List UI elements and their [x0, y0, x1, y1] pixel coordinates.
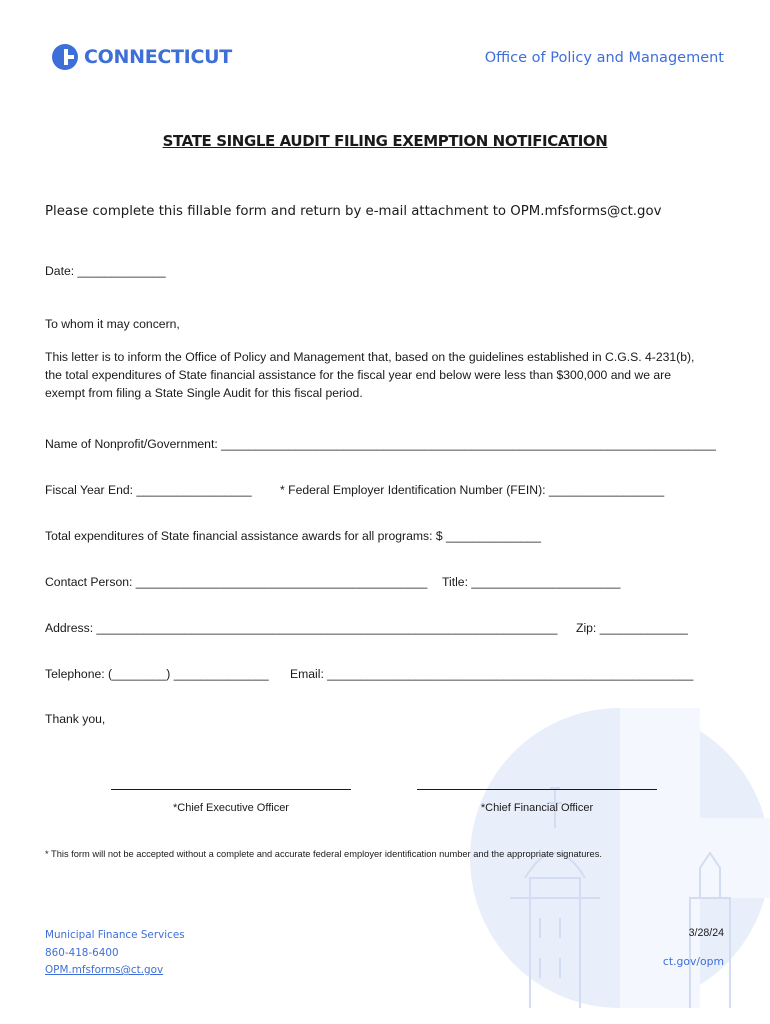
thank-you: Thank you,: [45, 712, 106, 726]
footer-email-link[interactable]: OPM.mfsforms@ct.gov: [45, 964, 164, 976]
body-line: the total expenditures of State financial assistance for the fiscal year end below were less than $300,000 and we are: [45, 368, 672, 382]
fiscal-year-end-field[interactable]: Fiscal Year End: _________________: [45, 483, 252, 497]
footer-department: Municipal Finance Services: [45, 929, 185, 941]
email-field[interactable]: Email: ______________________________________________________: [290, 667, 694, 681]
footer-url-link[interactable]: ct.gov/opm: [662, 955, 724, 968]
zip-field[interactable]: Zip: _____________: [576, 621, 688, 635]
footer-phone: 860-418-6400: [45, 946, 119, 959]
ct-logo-icon: [52, 44, 78, 70]
form-title: STATE SINGLE AUDIT FILING EXEMPTION NOTIFICATION: [162, 132, 608, 150]
nonprofit-name-field[interactable]: Name of Nonprofit/Government: _________________________________________________________________________: [45, 437, 716, 451]
footnote: * This form will not be accepted without a complete and accurate federal employer identification number and the appropriate signatures.: [45, 849, 602, 859]
logo-text: CONNECTICUT: [84, 46, 232, 68]
office-name: Office of Policy and Management: [484, 50, 724, 66]
ceo-signature-line[interactable]: [111, 789, 351, 790]
connecticut-logo: [52, 44, 232, 70]
greeting: To whom it may concern,: [45, 317, 180, 331]
footer-contact: [45, 927, 185, 980]
fein-field[interactable]: * Federal Employer Identification Number (FEIN): _________________: [280, 483, 665, 497]
ceo-signature-label: *Chief Executive Officer: [173, 802, 289, 814]
cfo-signature-line[interactable]: [417, 789, 657, 790]
instructions: Please complete this fillable form and return by e-mail attachment to OPM.mfsforms@ct.gov: [45, 204, 662, 219]
footer-date: 3/28/24: [688, 927, 724, 939]
title-field[interactable]: Title: ______________________: [442, 575, 621, 589]
cfo-signature-label: *Chief Financial Officer: [480, 802, 594, 814]
body-paragraph: [45, 348, 735, 402]
date-field[interactable]: Date: _____________: [45, 264, 166, 278]
body-line: exempt from filing a State Single Audit for this fiscal period.: [45, 386, 363, 400]
total-expenditures-field[interactable]: Total expenditures of State financial assistance awards for all programs: $ ______________: [45, 529, 541, 543]
body-line: This letter is to inform the Office of Policy and Management that, based on the guidelines established in C.G.S. 4-231(b),: [45, 350, 695, 364]
contact-person-field[interactable]: Contact Person: ___________________________________________: [45, 575, 428, 589]
telephone-field[interactable]: Telephone: (________) ______________: [45, 667, 269, 681]
address-field[interactable]: Address: ____________________________________________________________________: [45, 621, 558, 635]
